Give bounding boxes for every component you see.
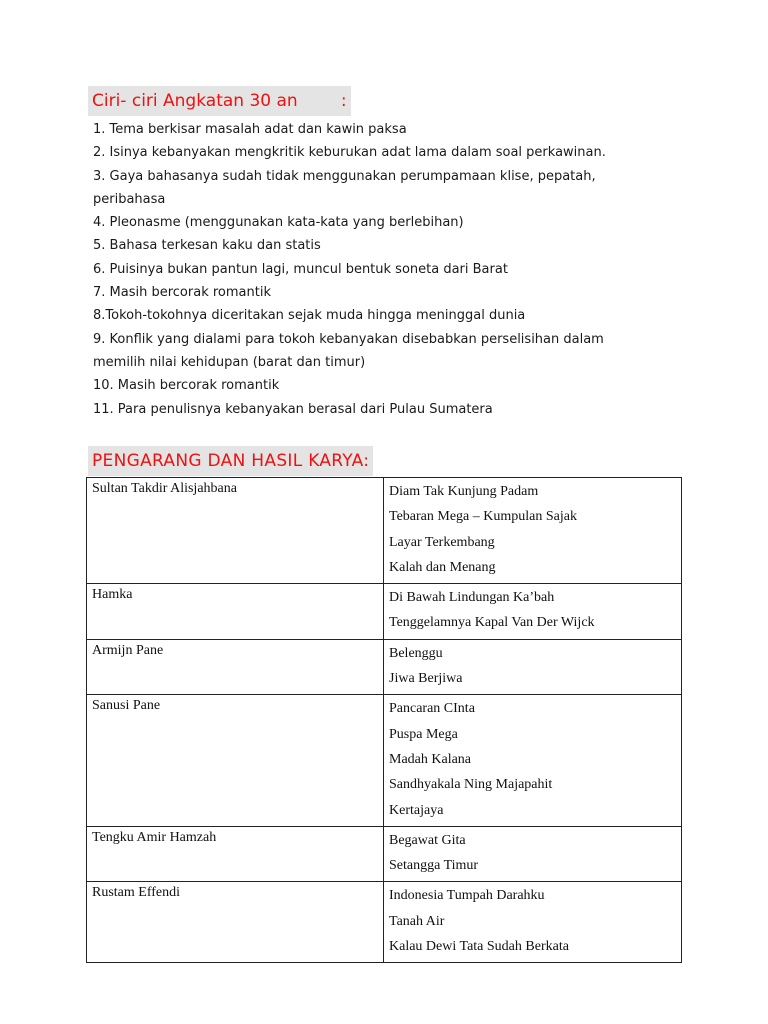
list-item: memilih nilai kehidupan (barat dan timur) bbox=[93, 354, 366, 370]
table-row bbox=[87, 478, 682, 584]
work-title: Tebaran Mega – Kumpulan Sajak bbox=[389, 509, 577, 525]
heading-pengarang-dan-hasil-karya: PENGARANG DAN HASIL KARYA: bbox=[88, 446, 373, 476]
work-title: Indonesia Tumpah Darahku bbox=[389, 888, 545, 904]
table-row bbox=[87, 639, 682, 695]
list-item: 5. Bahasa terkesan kaku dan statis bbox=[93, 238, 321, 254]
work-title: Kalau Dewi Tata Sudah Berkata bbox=[389, 939, 569, 955]
works-cell bbox=[384, 695, 682, 826]
list-item: 11. Para penulisnya kebanyakan berasal dari Pulau Sumatera bbox=[93, 401, 493, 417]
work-title: Di Bawah Lindungan Ka’bah bbox=[389, 590, 555, 606]
list-item: 3. Gaya bahasanya sudah tidak menggunakan perumpamaan klise, pepatah, bbox=[93, 168, 596, 184]
work-title: Pancaran CInta bbox=[389, 701, 475, 717]
works-cell bbox=[384, 639, 682, 695]
author-cell: Armijn Pane bbox=[87, 639, 384, 695]
work-title: Begawat Gita bbox=[389, 832, 466, 848]
author-cell: Tengku Amir Hamzah bbox=[87, 826, 384, 882]
works-cell bbox=[384, 826, 682, 882]
ciri-list bbox=[93, 118, 693, 421]
work-title: Madah Kalana bbox=[389, 751, 472, 767]
author-cell: Sultan Takdir Alisjahbana bbox=[87, 478, 384, 584]
authors-works-table bbox=[86, 477, 682, 963]
table-row bbox=[87, 584, 682, 640]
table-row bbox=[87, 826, 682, 882]
work-title: Layar Terkembang bbox=[389, 534, 495, 550]
list-item: 2. Isinya kebanyakan mengkritik keburukan adat lama dalam soal perkawinan. bbox=[93, 145, 606, 161]
work-title: Belenggu bbox=[389, 645, 443, 661]
list-item: 4. Pleonasme (menggunakan kata-kata yang berlebihan) bbox=[93, 215, 464, 231]
list-item: 9. Konflik yang dialami para tokoh kebanyakan disebabkan perselisihan dalam bbox=[93, 331, 604, 347]
works-cell bbox=[384, 478, 682, 584]
list-item: 1. Tema berkisar masalah adat dan kawin paksa bbox=[93, 122, 407, 137]
work-title: Puspa Mega bbox=[389, 726, 458, 742]
list-item: peribahasa bbox=[93, 191, 166, 207]
work-title: Jiwa Berjiwa bbox=[389, 671, 463, 687]
work-title: Tenggelamnya Kapal Van Der Wijck bbox=[389, 615, 595, 631]
author-cell: Sanusi Pane bbox=[87, 695, 384, 826]
works-cell bbox=[384, 882, 682, 963]
work-title: Kalah dan Menang bbox=[389, 559, 496, 575]
work-title: Sandhyakala Ning Majapahit bbox=[389, 777, 553, 793]
author-cell: Rustam Effendi bbox=[87, 882, 384, 963]
work-title: Diam Tak Kunjung Padam bbox=[389, 484, 539, 499]
heading-ciri-angkatan-30: Ciri- ciri Angkatan 30 an : bbox=[88, 86, 351, 116]
work-title: Setangga Timur bbox=[389, 858, 479, 874]
works-cell bbox=[384, 584, 682, 640]
work-title: Kertajaya bbox=[389, 802, 444, 818]
list-item: 7. Masih bercorak romantik bbox=[93, 285, 271, 301]
list-item: 6. Puisinya bukan pantun lagi, muncul bentuk soneta dari Barat bbox=[93, 261, 508, 277]
author-cell: Hamka bbox=[87, 584, 384, 640]
table-row bbox=[87, 882, 682, 963]
table-row bbox=[87, 695, 682, 826]
list-item: 8.Tokoh-tokohnya diceritakan sejak muda hingga meninggal dunia bbox=[93, 308, 526, 324]
work-title: Tanah Air bbox=[389, 913, 445, 929]
list-item: 10. Masih bercorak romantik bbox=[93, 378, 280, 394]
